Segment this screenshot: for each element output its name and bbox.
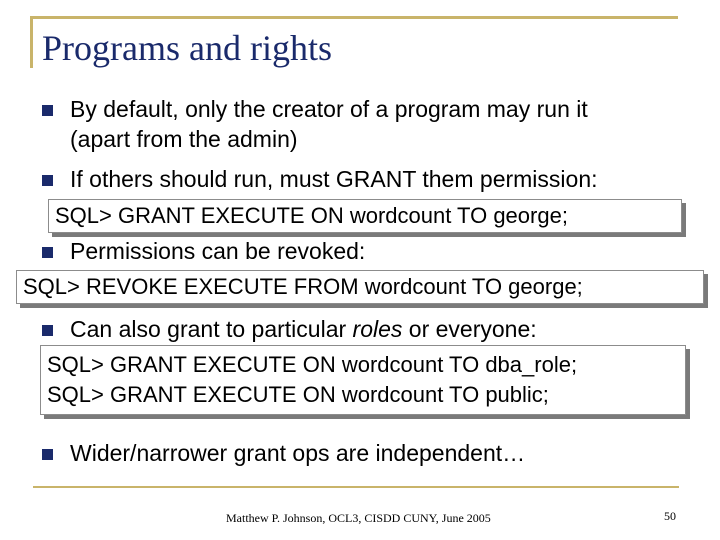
slide-footer: Matthew P. Johnson, OCL3, CISDD CUNY, June 2005 <box>226 511 491 525</box>
square-bullet-icon <box>42 325 53 336</box>
bullet-text-before: Can also grant to particular <box>70 316 353 342</box>
bullet-line: (apart from the admin) <box>70 126 298 152</box>
code-box-revoke-george <box>16 270 704 304</box>
bullet-text-after: or everyone: <box>402 316 537 342</box>
bullet-line <box>70 314 537 344</box>
code-line: SQL> GRANT EXECUTE ON wordcount TO dba_role; <box>47 352 578 377</box>
frame-top-rule <box>30 16 678 19</box>
square-bullet-icon <box>42 449 53 460</box>
code-box-grant-george <box>48 199 682 233</box>
frame-bottom-rule <box>33 486 679 488</box>
square-bullet-icon <box>42 105 53 116</box>
bullet-line: Wider/narrower grant ops are independent… <box>70 440 526 466</box>
square-bullet-icon <box>42 247 53 258</box>
bullet-line: Permissions can be revoked: <box>70 238 366 264</box>
bullet-emphasis: roles <box>352 316 403 342</box>
bullet-line: By default, only the creator of a program may run it <box>70 96 588 122</box>
square-bullet-icon <box>42 175 53 186</box>
slide-title: Programs and rights <box>42 28 332 68</box>
code-line: SQL> REVOKE EXECUTE FROM wordcount TO george; <box>23 274 583 299</box>
frame-left-rule <box>30 16 33 68</box>
code-line: SQL> GRANT EXECUTE ON wordcount TO george; <box>55 203 568 228</box>
code-box-grant-roles <box>40 345 686 415</box>
code-line: SQL> GRANT EXECUTE ON wordcount TO public; <box>47 382 549 407</box>
page-number: 50 <box>664 509 676 523</box>
bullet-line: If others should run, must GRANT them permission: <box>70 166 598 192</box>
